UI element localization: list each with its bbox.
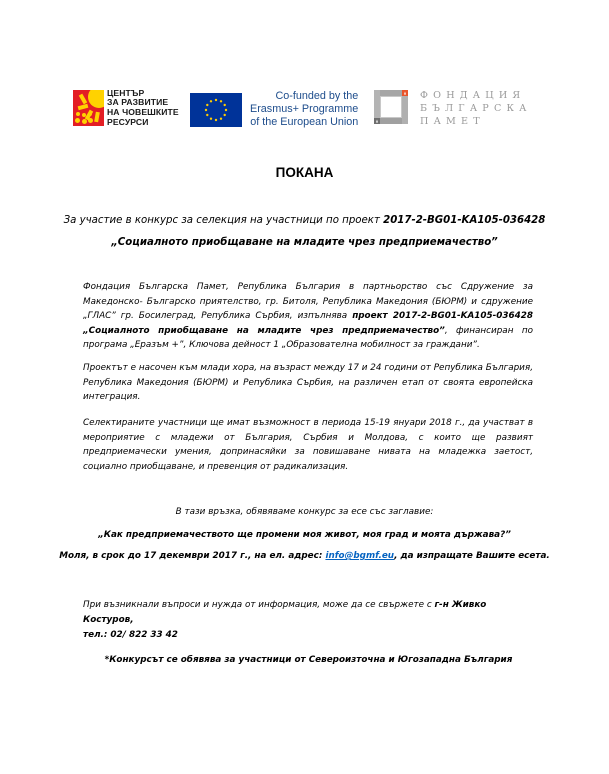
erasmus-logo: [190, 90, 358, 129]
contact-text: При възникнали въпроси и нужда от информация, може да се свържете с: [83, 600, 435, 610]
invitation-subtitle: [0, 215, 609, 226]
bmf-square-icon: [374, 90, 408, 124]
email-link[interactable]: info@bgmf.eu: [325, 551, 395, 561]
erasmus-line: of the European Union: [250, 116, 359, 128]
bmf-line: ПАМЕТ: [420, 116, 485, 127]
deadline-text: Моля, в срок до 17 декември 2017 г., на ел. адрес:: [59, 551, 326, 561]
paragraph-text: , финансиран по програма „Еразъм +”, Ключова дейност 1 „Образователна мобилност за граждани”.: [83, 325, 533, 351]
document-title: ПОКАНА: [275, 165, 334, 180]
erasmus-line: Erasmus+ Programme: [250, 103, 359, 115]
paragraph-text: Фондация Българска Памет, Република България в партньорство със Сдружение за Македонско- Българско приятелство, гр. Битоля, Република Македония (БЮРМ) и сдружение „ГЛАС” гр. Босилеград, Република Сърбия, изпълнява: [83, 282, 533, 322]
project-name: „Социалното приобщаване на младите чрез предприемачество”: [111, 237, 498, 248]
essay-title: „Как предприемачеството ще промени моя живот, моя град и моята държава?”: [98, 530, 511, 540]
paragraph-target-group: Проектът е насочен към млади хора, на възраст между 17 и 24 години от Република България, Република Македония (БЮРМ) и Република Сърбия, на различен етап от своята европейска интеграция.: [83, 363, 533, 403]
contact-info: [83, 598, 533, 643]
logos-header: [73, 88, 543, 132]
contact-phone: тел.: 02/ 822 33 42: [83, 630, 178, 640]
subtitle-text: За участие в конкурс за селекция на участници по проект: [63, 215, 384, 226]
contact-name: г-н Живко Костуров,: [83, 600, 487, 625]
hrc-line: НА ЧОВЕШКИТЕ: [107, 107, 179, 117]
bmf-line: БЪЛГАРСКА: [420, 103, 532, 114]
hrc-logo: [73, 88, 179, 128]
erasmus-text: [250, 90, 358, 129]
hrc-line: РЕСУРСИ: [107, 116, 149, 127]
paragraph-bold-text: проект 2017-2-BG01-KA105-036428 „Социалното приобщаване на младите чрез предприемачество”: [83, 311, 533, 336]
footnote: *Конкурсът се обявява за участници от Североизточна и Югозападна България: [104, 655, 513, 665]
erasmus-line: Co-funded by the: [275, 90, 359, 102]
paragraph-partners: [83, 280, 533, 353]
hrc-line: ЦЕНТЪР: [107, 87, 145, 98]
essay-intro: В тази връзка, обявяваме конкурс за есе със заглавие:: [175, 507, 434, 517]
deadline-line: [0, 551, 609, 561]
bmf-text: [420, 89, 532, 128]
deadline-text: , да изпращате Вашите есета.: [394, 551, 550, 561]
eu-flag-icon: [190, 93, 242, 127]
project-code: 2017-2-BG01-KA105-036428: [383, 215, 546, 226]
hrc-sun-icon: [73, 90, 104, 126]
paragraph-activity: Селектираните участници ще имат възможност в периода 15-19 януари 2018 г., да участват в мероприятие с младежи от България, Сърбия и Молдова, с които ще развият предприемачески умения, допринасяйки за повишаване нивата на младежка заетост, социално приобщаване, и превенция от радикализация.: [83, 418, 533, 472]
hrc-logo-text: [107, 89, 179, 127]
bulgarian-memory-logo: [374, 90, 532, 128]
hrc-line: ЗА РАЗВИТИЕ: [107, 97, 169, 108]
bmf-line: ФОНДАЦИЯ: [420, 90, 526, 101]
